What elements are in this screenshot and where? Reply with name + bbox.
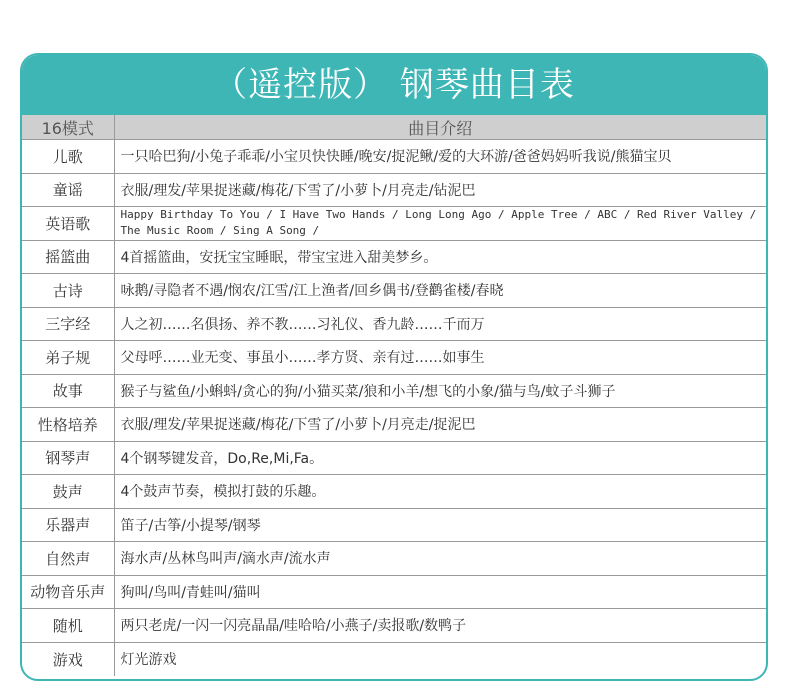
table-row bbox=[22, 575, 766, 609]
mode-name: 鼓声 bbox=[22, 475, 114, 509]
mode-name: 乐器声 bbox=[22, 508, 114, 542]
table-row bbox=[22, 441, 766, 475]
mode-description: 狗叫/鸟叫/青蛙叫/猫叫 bbox=[114, 575, 766, 609]
mode-name: 游戏 bbox=[22, 642, 114, 676]
mode-name: 英语歌 bbox=[22, 207, 114, 241]
mode-name: 钢琴声 bbox=[22, 441, 114, 475]
mode-description: 衣服/理发/苹果捉迷藏/梅花/下雪了/小萝卜/月亮走/捉泥巴 bbox=[114, 408, 766, 442]
mode-name: 三字经 bbox=[22, 307, 114, 341]
table-row bbox=[22, 609, 766, 643]
mode-name: 弟子规 bbox=[22, 341, 114, 375]
column-header-intro: 曲目介绍 bbox=[114, 115, 766, 140]
table-row bbox=[22, 307, 766, 341]
column-header-mode: 16模式 bbox=[22, 115, 114, 140]
table-row bbox=[22, 475, 766, 509]
mode-description: 两只老虎/一闪一闪亮晶晶/哇哈哈/小燕子/卖报歌/数鸭子 bbox=[114, 609, 766, 643]
mode-name: 童谣 bbox=[22, 173, 114, 207]
mode-description: 衣服/理发/苹果捉迷藏/梅花/下雪了/小萝卜/月亮走/钻泥巴 bbox=[114, 173, 766, 207]
mode-name: 动物音乐声 bbox=[22, 575, 114, 609]
table-row bbox=[22, 140, 766, 174]
table-row bbox=[22, 173, 766, 207]
mode-name: 故事 bbox=[22, 374, 114, 408]
mode-description: 咏鹅/寻隐者不遇/悯农/江雪/江上渔者/回乡偶书/登鹳雀楼/春晓 bbox=[114, 274, 766, 308]
mode-description: 4个钢琴键发音，Do,Re,Mi,Fa。 bbox=[114, 441, 766, 475]
mode-name: 儿歌 bbox=[22, 140, 114, 174]
table-row bbox=[22, 374, 766, 408]
song-table bbox=[22, 115, 766, 676]
table-row bbox=[22, 642, 766, 676]
mode-description: 父母呼……业无变、事虽小……孝方贤、亲有过……如事生 bbox=[114, 341, 766, 375]
mode-description: 笛子/古筝/小提琴/钢琴 bbox=[114, 508, 766, 542]
table-row bbox=[22, 341, 766, 375]
table-row bbox=[22, 274, 766, 308]
page-title: （遥控版） 钢琴曲目表 bbox=[22, 55, 766, 115]
mode-name: 随机 bbox=[22, 609, 114, 643]
mode-name: 性格培养 bbox=[22, 408, 114, 442]
mode-name: 自然声 bbox=[22, 542, 114, 576]
table-header-row bbox=[22, 115, 766, 140]
table-row bbox=[22, 207, 766, 241]
mode-name: 摇篮曲 bbox=[22, 240, 114, 274]
table-row bbox=[22, 542, 766, 576]
song-list-card bbox=[20, 53, 768, 681]
table-row bbox=[22, 408, 766, 442]
table-row bbox=[22, 240, 766, 274]
mode-description: Happy Birthday To You / I Have Two Hands / Long Long Ago / Apple Tree / ABC / Red River Valley / The Music Room / Sing A Song / bbox=[114, 207, 766, 241]
mode-description: 4个鼓声节奏，模拟打鼓的乐趣。 bbox=[114, 475, 766, 509]
table-row bbox=[22, 508, 766, 542]
mode-description: 灯光游戏 bbox=[114, 642, 766, 676]
mode-description: 猴子与鲨鱼/小蝌蚪/贪心的狗/小猫买菜/狼和小羊/想飞的小象/猫与鸟/蚊子斗狮子 bbox=[114, 374, 766, 408]
mode-description: 一只哈巴狗/小兔子乖乖/小宝贝快快睡/晚安/捉泥鳅/爱的大环游/爸爸妈妈听我说/熊猫宝贝 bbox=[114, 140, 766, 174]
mode-description: 海水声/丛林鸟叫声/滴水声/流水声 bbox=[114, 542, 766, 576]
mode-description: 4首摇篮曲，安抚宝宝睡眠，带宝宝进入甜美梦乡。 bbox=[114, 240, 766, 274]
mode-name: 古诗 bbox=[22, 274, 114, 308]
mode-description: 人之初……名俱扬、养不教……习礼仪、香九龄……千而万 bbox=[114, 307, 766, 341]
